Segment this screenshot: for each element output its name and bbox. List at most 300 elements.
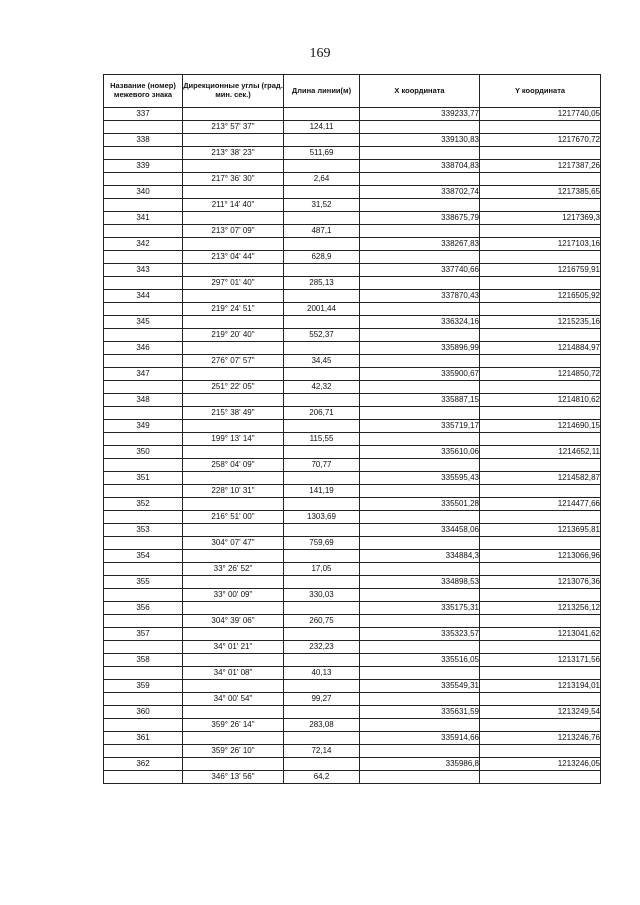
empty-cell (360, 771, 480, 784)
direction-angle: 217° 36' 30" (183, 173, 284, 186)
empty-cell (480, 719, 601, 732)
empty-cell (480, 303, 601, 316)
empty-cell (284, 576, 360, 589)
segment-row (104, 147, 601, 160)
empty-cell (104, 693, 183, 706)
point-row (104, 550, 601, 563)
point-name: 360 (104, 706, 183, 719)
x-coordinate: 335516,05 (360, 654, 480, 667)
empty-cell (360, 511, 480, 524)
x-coordinate: 338702,74 (360, 186, 480, 199)
point-name: 339 (104, 160, 183, 173)
point-row (104, 732, 601, 745)
point-row (104, 524, 601, 537)
x-coordinate: 339233,77 (360, 108, 480, 121)
line-length: 552,37 (284, 329, 360, 342)
x-coordinate: 335323,57 (360, 628, 480, 641)
empty-cell (104, 225, 183, 238)
point-row (104, 264, 601, 277)
empty-cell (284, 368, 360, 381)
line-length: 260,75 (284, 615, 360, 628)
empty-cell (360, 589, 480, 602)
y-coordinate: 1213256,12 (480, 602, 601, 615)
y-coordinate: 1213171,56 (480, 654, 601, 667)
line-length: 1303,69 (284, 511, 360, 524)
x-coordinate: 334458,06 (360, 524, 480, 537)
empty-cell (284, 524, 360, 537)
empty-cell (284, 134, 360, 147)
direction-angle: 213° 04' 44" (183, 251, 284, 264)
point-name: 354 (104, 550, 183, 563)
direction-angle: 346° 13' 56" (183, 771, 284, 784)
point-name: 352 (104, 498, 183, 511)
empty-cell (360, 173, 480, 186)
empty-cell (284, 628, 360, 641)
x-coordinate: 335900,67 (360, 368, 480, 381)
empty-cell (104, 407, 183, 420)
empty-cell (480, 173, 601, 186)
empty-cell (480, 225, 601, 238)
empty-cell (480, 563, 601, 576)
point-name: 362 (104, 758, 183, 771)
empty-cell (360, 121, 480, 134)
empty-cell (480, 693, 601, 706)
empty-cell (480, 433, 601, 446)
empty-cell (480, 615, 601, 628)
segment-row (104, 771, 601, 784)
segment-row (104, 355, 601, 368)
empty-cell (183, 576, 284, 589)
empty-cell (284, 420, 360, 433)
direction-angle: 34° 01' 08" (183, 667, 284, 680)
empty-cell (183, 368, 284, 381)
empty-cell (183, 290, 284, 303)
y-coordinate: 1217740,05 (480, 108, 601, 121)
header-angle: Дирекционные углы (град. мин. сек.) (183, 75, 284, 108)
segment-row (104, 433, 601, 446)
y-coordinate: 1217385,65 (480, 186, 601, 199)
point-name: 340 (104, 186, 183, 199)
empty-cell (104, 537, 183, 550)
segment-row (104, 459, 601, 472)
point-name: 341 (104, 212, 183, 225)
direction-angle: 258° 04' 09" (183, 459, 284, 472)
empty-cell (183, 394, 284, 407)
empty-cell (284, 264, 360, 277)
segment-row (104, 693, 601, 706)
y-coordinate: 1214652,11 (480, 446, 601, 459)
empty-cell (360, 641, 480, 654)
empty-cell (360, 225, 480, 238)
point-name: 345 (104, 316, 183, 329)
point-name: 347 (104, 368, 183, 381)
point-row (104, 628, 601, 641)
y-coordinate: 1213246,76 (480, 732, 601, 745)
empty-cell (183, 628, 284, 641)
empty-cell (104, 277, 183, 290)
point-name: 357 (104, 628, 183, 641)
line-length: 72,14 (284, 745, 360, 758)
point-name: 348 (104, 394, 183, 407)
direction-angle: 33° 26' 52" (183, 563, 284, 576)
direction-angle: 251° 22' 05" (183, 381, 284, 394)
empty-cell (284, 758, 360, 771)
x-coordinate: 337740,66 (360, 264, 480, 277)
y-coordinate: 1213246,05 (480, 758, 601, 771)
y-coordinate: 1214582,87 (480, 472, 601, 485)
x-coordinate: 335986,8 (360, 758, 480, 771)
empty-cell (183, 524, 284, 537)
empty-cell (183, 420, 284, 433)
empty-cell (480, 121, 601, 134)
empty-cell (183, 602, 284, 615)
segment-row (104, 407, 601, 420)
x-coordinate: 335501,28 (360, 498, 480, 511)
direction-angle: 228° 10' 31" (183, 485, 284, 498)
empty-cell (284, 316, 360, 329)
point-row (104, 420, 601, 433)
empty-cell (183, 108, 284, 121)
direction-angle: 34° 00' 54" (183, 693, 284, 706)
empty-cell (360, 251, 480, 264)
line-length: 2,64 (284, 173, 360, 186)
x-coordinate: 334898,53 (360, 576, 480, 589)
point-row (104, 654, 601, 667)
empty-cell (360, 381, 480, 394)
empty-cell (104, 251, 183, 264)
direction-angle: 213° 57' 37" (183, 121, 284, 134)
line-length: 285,13 (284, 277, 360, 290)
empty-cell (360, 615, 480, 628)
direction-angle: 304° 07' 47" (183, 537, 284, 550)
x-coordinate: 338675,79 (360, 212, 480, 225)
empty-cell (284, 654, 360, 667)
direction-angle: 219° 20' 40" (183, 329, 284, 342)
line-length: 511,69 (284, 147, 360, 160)
point-name: 344 (104, 290, 183, 303)
y-coordinate: 1217369,3 (480, 212, 601, 225)
segment-row (104, 121, 601, 134)
line-length: 628,9 (284, 251, 360, 264)
empty-cell (104, 745, 183, 758)
empty-cell (360, 303, 480, 316)
empty-cell (284, 394, 360, 407)
direction-angle: 276° 07' 57" (183, 355, 284, 368)
table-body (104, 108, 601, 784)
direction-angle: 304° 39' 06" (183, 615, 284, 628)
empty-cell (183, 472, 284, 485)
empty-cell (104, 641, 183, 654)
point-name: 358 (104, 654, 183, 667)
point-row (104, 706, 601, 719)
header-y: Y координата (480, 75, 601, 108)
empty-cell (104, 303, 183, 316)
empty-cell (104, 563, 183, 576)
point-name: 346 (104, 342, 183, 355)
line-length: 330,03 (284, 589, 360, 602)
line-length: 34,45 (284, 355, 360, 368)
segment-row (104, 199, 601, 212)
point-row (104, 680, 601, 693)
segment-row (104, 485, 601, 498)
line-length: 759,69 (284, 537, 360, 550)
point-row (104, 394, 601, 407)
x-coordinate: 335887,15 (360, 394, 480, 407)
empty-cell (360, 485, 480, 498)
y-coordinate: 1214477,66 (480, 498, 601, 511)
point-row (104, 160, 601, 173)
point-name: 342 (104, 238, 183, 251)
point-name: 351 (104, 472, 183, 485)
empty-cell (284, 342, 360, 355)
x-coordinate: 335719,17 (360, 420, 480, 433)
line-length: 115,55 (284, 433, 360, 446)
point-name: 338 (104, 134, 183, 147)
empty-cell (480, 251, 601, 264)
empty-cell (480, 147, 601, 160)
x-coordinate: 334884,3 (360, 550, 480, 563)
empty-cell (183, 706, 284, 719)
direction-angle: 216° 51' 00" (183, 511, 284, 524)
point-row (104, 758, 601, 771)
y-coordinate: 1217387,26 (480, 160, 601, 173)
point-name: 337 (104, 108, 183, 121)
line-length: 64,2 (284, 771, 360, 784)
point-row (104, 212, 601, 225)
empty-cell (183, 160, 284, 173)
y-coordinate: 1214690,15 (480, 420, 601, 433)
y-coordinate: 1217670,72 (480, 134, 601, 147)
x-coordinate: 337870,43 (360, 290, 480, 303)
empty-cell (480, 459, 601, 472)
point-name: 350 (104, 446, 183, 459)
line-length: 124,11 (284, 121, 360, 134)
line-length: 206,71 (284, 407, 360, 420)
empty-cell (284, 550, 360, 563)
segment-row (104, 745, 601, 758)
y-coordinate: 1213249,54 (480, 706, 601, 719)
empty-cell (284, 186, 360, 199)
empty-cell (360, 147, 480, 160)
empty-cell (104, 459, 183, 472)
empty-cell (360, 355, 480, 368)
y-coordinate: 1213066,96 (480, 550, 601, 563)
empty-cell (104, 121, 183, 134)
table-header (104, 75, 601, 108)
segment-row (104, 563, 601, 576)
point-name: 359 (104, 680, 183, 693)
line-length: 42,32 (284, 381, 360, 394)
point-row (104, 472, 601, 485)
empty-cell (104, 329, 183, 342)
header-name: Название (номер) межевого знака (104, 75, 183, 108)
header-x: X координата (360, 75, 480, 108)
empty-cell (104, 615, 183, 628)
y-coordinate: 1213695,81 (480, 524, 601, 537)
x-coordinate: 335896,99 (360, 342, 480, 355)
point-name: 343 (104, 264, 183, 277)
empty-cell (183, 654, 284, 667)
empty-cell (284, 108, 360, 121)
y-coordinate: 1214810,62 (480, 394, 601, 407)
y-coordinate: 1213194,01 (480, 680, 601, 693)
page-number: 169 (309, 46, 331, 61)
point-row (104, 576, 601, 589)
empty-cell (480, 667, 601, 680)
empty-cell (183, 732, 284, 745)
segment-row (104, 615, 601, 628)
point-name: 353 (104, 524, 183, 537)
empty-cell (284, 706, 360, 719)
line-length: 232,23 (284, 641, 360, 654)
empty-cell (183, 316, 284, 329)
x-coordinate: 336324,16 (360, 316, 480, 329)
line-length: 17,05 (284, 563, 360, 576)
segment-row (104, 173, 601, 186)
empty-cell (183, 212, 284, 225)
empty-cell (104, 433, 183, 446)
empty-cell (480, 381, 601, 394)
direction-angle: 213° 07' 09" (183, 225, 284, 238)
x-coordinate: 338267,83 (360, 238, 480, 251)
empty-cell (480, 589, 601, 602)
direction-angle: 359° 26' 14" (183, 719, 284, 732)
empty-cell (183, 264, 284, 277)
segment-row (104, 719, 601, 732)
empty-cell (480, 277, 601, 290)
segment-row (104, 641, 601, 654)
y-coordinate: 1216759,91 (480, 264, 601, 277)
empty-cell (360, 745, 480, 758)
line-length: 2001,44 (284, 303, 360, 316)
segment-row (104, 277, 601, 290)
empty-cell (360, 407, 480, 420)
segment-row (104, 589, 601, 602)
direction-angle: 34° 01' 21" (183, 641, 284, 654)
header-row (104, 75, 601, 108)
line-length: 99,27 (284, 693, 360, 706)
point-row (104, 368, 601, 381)
empty-cell (183, 342, 284, 355)
line-length: 70,77 (284, 459, 360, 472)
direction-angle: 215° 38' 49" (183, 407, 284, 420)
empty-cell (183, 134, 284, 147)
empty-cell (480, 511, 601, 524)
empty-cell (104, 511, 183, 524)
empty-cell (183, 238, 284, 251)
boundary-coordinates-table (103, 74, 601, 784)
segment-row (104, 381, 601, 394)
empty-cell (360, 277, 480, 290)
point-row (104, 290, 601, 303)
direction-angle: 211° 14' 40" (183, 199, 284, 212)
empty-cell (284, 498, 360, 511)
empty-cell (480, 199, 601, 212)
empty-cell (104, 771, 183, 784)
segment-row (104, 511, 601, 524)
empty-cell (284, 160, 360, 173)
empty-cell (183, 550, 284, 563)
point-name: 361 (104, 732, 183, 745)
x-coordinate: 335549,31 (360, 680, 480, 693)
line-length: 487,1 (284, 225, 360, 238)
segment-row (104, 303, 601, 316)
x-coordinate: 338704,83 (360, 160, 480, 173)
y-coordinate: 1213041,62 (480, 628, 601, 641)
point-name: 356 (104, 602, 183, 615)
point-name: 349 (104, 420, 183, 433)
empty-cell (104, 589, 183, 602)
line-length: 141,19 (284, 485, 360, 498)
empty-cell (360, 329, 480, 342)
empty-cell (284, 602, 360, 615)
x-coordinate: 339130,83 (360, 134, 480, 147)
x-coordinate: 335914,66 (360, 732, 480, 745)
empty-cell (284, 446, 360, 459)
empty-cell (284, 680, 360, 693)
empty-cell (284, 212, 360, 225)
point-row (104, 602, 601, 615)
empty-cell (360, 563, 480, 576)
header-length: Длина линии(м) (284, 75, 360, 108)
empty-cell (480, 771, 601, 784)
empty-cell (360, 199, 480, 212)
point-row (104, 446, 601, 459)
empty-cell (480, 407, 601, 420)
empty-cell (183, 758, 284, 771)
empty-cell (104, 199, 183, 212)
y-coordinate: 1217103,16 (480, 238, 601, 251)
point-row (104, 498, 601, 511)
x-coordinate: 335610,06 (360, 446, 480, 459)
empty-cell (360, 693, 480, 706)
direction-angle: 219° 24' 51" (183, 303, 284, 316)
line-length: 40,13 (284, 667, 360, 680)
empty-cell (183, 498, 284, 511)
point-row (104, 238, 601, 251)
point-row (104, 134, 601, 147)
segment-row (104, 225, 601, 238)
empty-cell (284, 238, 360, 251)
empty-cell (360, 537, 480, 550)
empty-cell (480, 355, 601, 368)
empty-cell (360, 667, 480, 680)
empty-cell (104, 485, 183, 498)
point-row (104, 186, 601, 199)
empty-cell (284, 290, 360, 303)
empty-cell (183, 186, 284, 199)
empty-cell (104, 381, 183, 394)
empty-cell (480, 745, 601, 758)
y-coordinate: 1214884,97 (480, 342, 601, 355)
y-coordinate: 1215235,16 (480, 316, 601, 329)
empty-cell (480, 485, 601, 498)
segment-row (104, 251, 601, 264)
empty-cell (284, 472, 360, 485)
empty-cell (104, 147, 183, 160)
x-coordinate: 335175,31 (360, 602, 480, 615)
empty-cell (104, 355, 183, 368)
empty-cell (480, 641, 601, 654)
empty-cell (104, 667, 183, 680)
empty-cell (480, 537, 601, 550)
point-row (104, 316, 601, 329)
empty-cell (284, 732, 360, 745)
segment-row (104, 667, 601, 680)
segment-row (104, 537, 601, 550)
x-coordinate: 335631,59 (360, 706, 480, 719)
segment-row (104, 329, 601, 342)
